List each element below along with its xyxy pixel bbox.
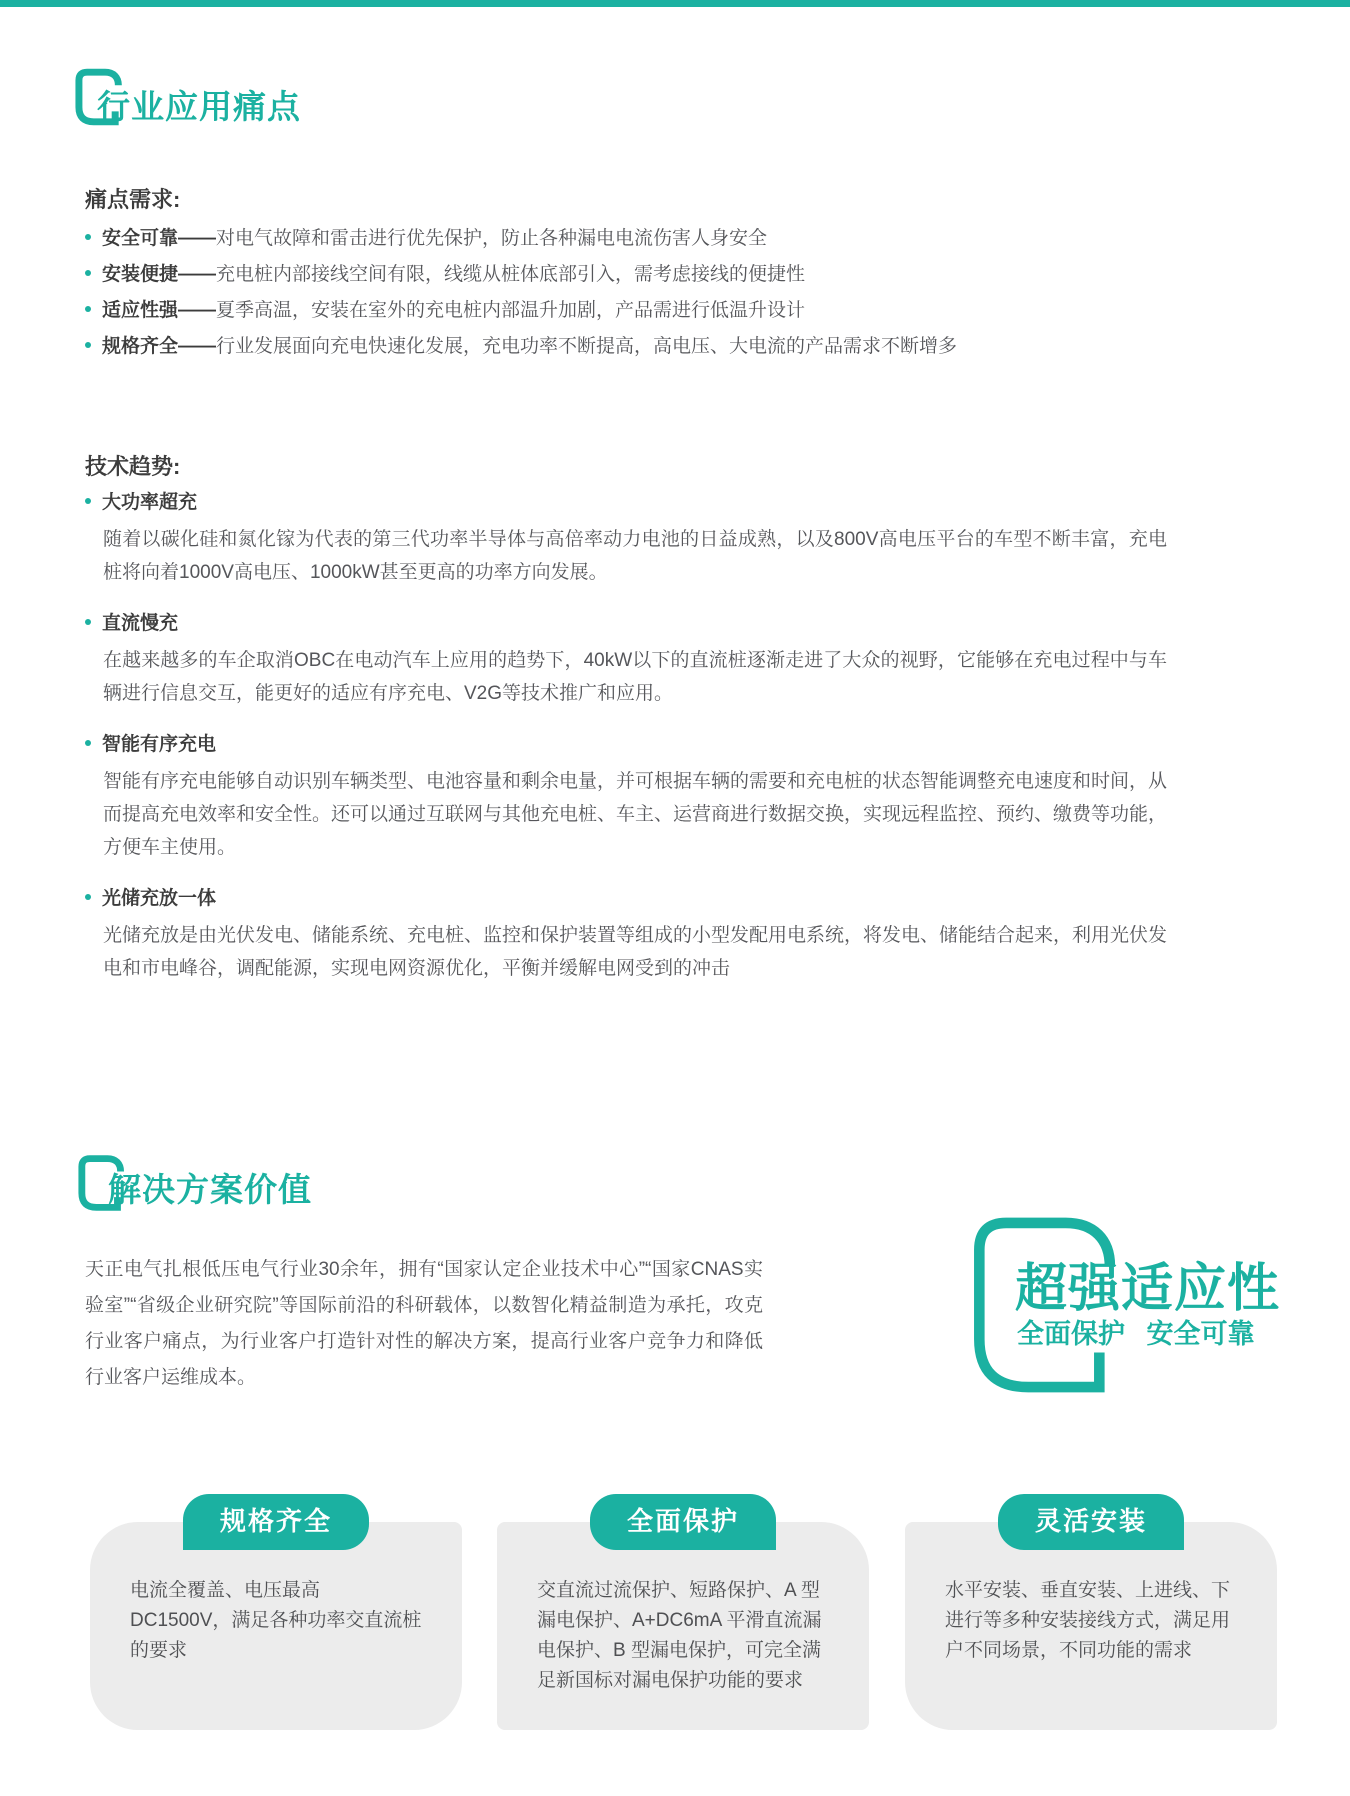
trend-title-text: 光储充放一体	[102, 888, 217, 909]
adaptability-badge	[960, 1200, 1320, 1415]
card-text: 水平安装、垂直安装、上进线、下进行等多种安装接线方式，满足用户不同场景，不同功能的需求	[945, 1580, 1231, 1661]
trend-title-text: 直流慢充	[102, 613, 179, 634]
list-item	[85, 883, 1175, 985]
feature-card-installation	[905, 1506, 1277, 1730]
card-text: 电流全覆盖、电压最高 DC1500V，满足各种功率交直流桩的要求	[130, 1580, 422, 1661]
list-item	[85, 608, 1175, 710]
pain-item-lead: 适应性强——	[102, 300, 217, 321]
pain-item-lead: 安装便捷——	[102, 264, 217, 285]
list-item	[85, 293, 1305, 329]
pain-item-lead: 规格齐全——	[102, 336, 217, 357]
trend-text: 随着以碳化硅和氮化镓为代表的第三代功率半导体与高倍率动力电池的日益成熟，以及800V高电压平台的车型不断丰富，充电桩将向着1000V高电压、1000kW甚至更高的功率方向发展。	[103, 529, 1167, 583]
pain-needs-list	[85, 221, 1305, 365]
section-title-solution-value: 解决方案价值	[108, 1171, 312, 1208]
card-tab: 全面保护	[590, 1494, 776, 1550]
feature-card-specs	[90, 1506, 462, 1730]
bullet-dot-icon	[85, 306, 91, 312]
card-tab: 规格齐全	[183, 1494, 369, 1550]
trend-text: 在越来越多的车企取消OBC在电动汽车上应用的趋势下，40kW以下的直流桩逐渐走进了大众的视野，它能够在充电过程中与车辆进行信息交互，能更好的适应有序充电、V2G等技术推广和应用。	[103, 650, 1167, 704]
card-text: 交直流过流保护、短路保护、A 型漏电保护、A+DC6mA 平滑直流漏电保护、B 型漏电保护，可完全满足新国标对漏电保护功能的要求	[537, 1580, 822, 1691]
trend-title	[85, 487, 1175, 518]
trend-title-text: 大功率超充	[102, 492, 198, 513]
bullet-dot-icon	[85, 619, 91, 625]
trends-list	[85, 487, 1175, 1004]
pain-needs-heading: 痛点需求:	[85, 187, 181, 212]
pain-item-text: 对电气故障和雷击进行优先保护，防止各种漏电电流伤害人身安全	[216, 228, 768, 249]
trends-heading: 技术趋势:	[85, 454, 181, 479]
bullet-dot-icon	[85, 342, 91, 348]
top-accent-bar	[0, 0, 1350, 7]
list-item	[85, 221, 1305, 257]
trend-text: 智能有序充电能够自动识别车辆类型、电池容量和剩余电量，并可根据车辆的需要和充电桩的状态智能调整充电速度和时间，从而提高充电效率和安全性。还可以通过互联网与其他充电桩、车主、运营商进行数据交换，实现远程监控、预约、缴费等功能，方便车主使用。	[103, 771, 1168, 858]
solution-intro-paragraph: 天正电气扎根低压电气行业30余年，拥有“国家认定企业技术中心”“国家CNAS实验室”“省级企业研究院”等国际前沿的科研载体，以数智化精益制造为承托，攻克行业客户痛点，为行业客户打造针对性的解决方案，提高行业客户竞争力和降低行业客户运维成本。	[85, 1259, 763, 1388]
card-tab: 灵活安装	[998, 1494, 1184, 1550]
trend-title	[85, 883, 1175, 914]
list-item	[85, 257, 1305, 293]
bullet-dot-icon	[85, 740, 91, 746]
trend-title	[85, 729, 1175, 760]
bullet-dot-icon	[85, 894, 91, 900]
section-title-pain-points: 行业应用痛点	[97, 88, 301, 125]
bullet-dot-icon	[85, 498, 91, 504]
bullet-dot-icon	[85, 234, 91, 240]
trend-text: 光储充放是由光伏发电、储能系统、充电桩、监控和保护装置等组成的小型发配用电系统，将发电、储能结合起来，利用光伏发电和市电峰谷，调配能源，实现电网资源优化，平衡并缓解电网受到的冲击	[103, 925, 1168, 979]
list-item	[85, 729, 1175, 864]
feature-card-protection	[497, 1506, 869, 1730]
pain-item-lead: 安全可靠——	[102, 228, 217, 249]
trend-title	[85, 608, 1175, 639]
pain-item-text: 夏季高温，安装在室外的充电桩内部温升加剧，产品需进行低温升设计	[216, 300, 806, 321]
pain-item-text: 行业发展面向充电快速化发展，充电功率不断提高，高电压、大电流的产品需求不断增多	[216, 336, 958, 357]
list-item	[85, 329, 1305, 365]
badge-title: 超强适应性	[1015, 1260, 1281, 1318]
list-item	[85, 487, 1175, 589]
badge-subtitle: 全面保护 安全可靠	[1017, 1319, 1255, 1349]
trend-title-text: 智能有序充电	[102, 734, 217, 755]
pain-item-text: 充电桩内部接线空间有限，线缆从桩体底部引入，需考虑接线的便捷性	[216, 264, 806, 285]
bullet-dot-icon	[85, 270, 91, 276]
